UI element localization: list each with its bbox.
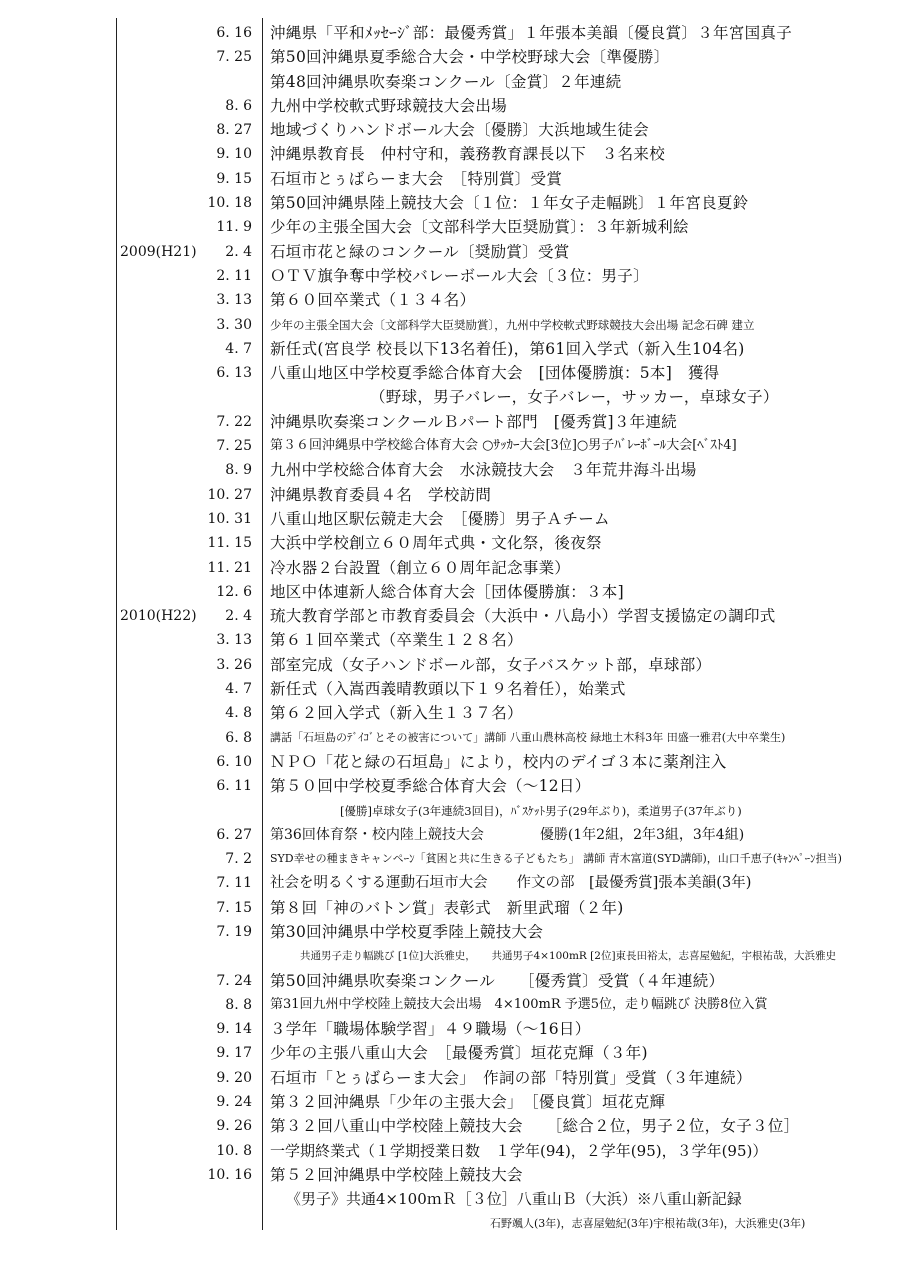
date-label: 7. 19: [216, 923, 252, 940]
list-item: [0, 1017, 904, 1041]
list-item: [0, 45, 904, 69]
list-item: [0, 1041, 904, 1065]
event-text: 一学期終業式（１学期授業日数 １学年(94)，２学年(95)，３学年(95)）: [270, 1141, 768, 1160]
list-item: [0, 410, 904, 434]
date-label: 10. 27: [207, 486, 252, 503]
date-label: 8. 8: [225, 996, 252, 1013]
list-item: [0, 264, 904, 288]
list-item-continuation: [0, 944, 904, 968]
date-label: 9. 26: [216, 1118, 252, 1135]
list-item: [0, 434, 904, 458]
event-text: 第６０回卒業式（１３４名）: [270, 291, 476, 310]
date-label: 11. 21: [207, 559, 252, 576]
event-text: 第50回沖縄県夏季総合大会・中学校野球大会〔準優勝〕: [270, 48, 670, 67]
event-text: [優勝]卓球女子(3年連続3回目)，ﾊﾞｽｹｯﾄ男子(29年ぶり)，柔道男子(37年ぶり): [340, 803, 742, 818]
event-text: SYD幸せの種まきキャンペｰﾝ「貧困と共に生きる子どもたち」 講師 青木富道(SYD講師)，山口千恵子(ｷｬﾝﾍﾟｰﾝ担当): [270, 852, 842, 866]
event-text: 共通男子走り幅跳び [1位]大浜雅史， 共通男子4×100mR [2位]東長田裕太，志喜屋勉紀，宇根祐哉，大浜雅史: [300, 950, 837, 963]
event-text: 八重山地区中学校夏季総合体育大会 [団体優勝旗：5本] 獲得: [270, 364, 720, 383]
date-label: 6. 10: [216, 753, 252, 770]
list-item: [0, 483, 904, 507]
date-label: 7. 11: [216, 875, 252, 892]
date-label: 9. 20: [216, 1069, 252, 1086]
list-item: [0, 458, 904, 482]
date-label: 11. 15: [207, 535, 252, 552]
event-text: 第５０回中学校夏季総合体育大会（～12日）: [270, 777, 591, 796]
list-item: [0, 726, 904, 750]
date-label: 9. 17: [216, 1045, 252, 1062]
list-item: [0, 969, 904, 993]
date-label: 4. 8: [225, 705, 252, 722]
list-item: [0, 21, 904, 45]
event-text: 第48回沖縄県吹奏楽コンクール〔金賞〕２年連続: [270, 72, 622, 91]
list-item-continuation: [0, 1212, 904, 1236]
date-label: 3. 30: [216, 316, 252, 333]
chronology-list: [0, 21, 904, 1236]
date-label: 4. 7: [225, 681, 252, 698]
list-item: [0, 94, 904, 118]
date-label: 10. 18: [207, 195, 252, 212]
date-label: 6. 16: [216, 25, 252, 41]
event-text: 第５２回沖縄県中学校陸上競技大会: [270, 1165, 523, 1184]
event-text: 第31回九州中学校陸上競技大会出場 4×100mR 予選5位，走り幅跳び 決勝8位入賞: [270, 996, 768, 1012]
event-text: 石垣市「とぅばらーま大会」 作詞の部「特別賞」受賞（３年連続）: [270, 1068, 752, 1087]
list-item: [0, 191, 904, 215]
event-text: 新任式（入嵩西義晴教頭以下１９名着任），始業式: [270, 680, 626, 699]
list-item-continuation: [0, 1187, 904, 1211]
date-label: 9. 15: [216, 170, 252, 187]
event-text: （野球，男子バレー，女子バレー，サッカー，卓球女子）: [370, 388, 779, 407]
list-item: [0, 313, 904, 337]
list-item: [0, 604, 904, 628]
list-item: [0, 1114, 904, 1138]
event-text: 地域づくりハンドボール大会〔優勝〕大浜地域生徒会: [270, 121, 649, 140]
event-text: 新任式(宮良学 校長以下13名着任)，第61回入学式（新入生104名): [270, 339, 745, 358]
list-item: [0, 823, 904, 847]
date-label: 3. 26: [216, 656, 252, 673]
list-item: [0, 1090, 904, 1114]
date-label: 8. 6: [225, 97, 252, 114]
list-item: [0, 653, 904, 677]
list-item: [0, 556, 904, 580]
list-item: [0, 920, 904, 944]
list-item: [0, 531, 904, 555]
date-label: 2. 4: [225, 243, 252, 260]
date-label: 2. 11: [216, 267, 252, 284]
date-label: 9. 10: [216, 146, 252, 163]
year-label: 2009(H21): [120, 243, 197, 260]
event-text: 第６１回卒業式（卒業生１２８名）: [270, 631, 523, 650]
date-label: 8. 27: [216, 122, 252, 139]
event-text: 八重山地区駅伝競走大会 ［優勝〕男子Ａチーム: [270, 509, 610, 528]
date-label: 10. 16: [207, 1166, 252, 1183]
list-item-continuation: [0, 385, 904, 409]
date-label: 7. 15: [216, 899, 252, 916]
date-label: 11. 9: [216, 219, 252, 236]
date-label: 6. 11: [216, 778, 252, 795]
event-text: 第３２回沖縄県「少年の主張大会」 ［優良賞〕垣花克輝: [270, 1093, 666, 1112]
list-item-continuation: [0, 799, 904, 823]
event-text: 第３６回沖縄県中学校総合体育大会 ○ｻｯｶｰ大会[3位]○男子ﾊﾞﾚｰﾎﾞｰﾙ大会[ﾍﾞｽﾄ4]: [270, 438, 737, 454]
event-text: 九州中学校総合体育大会 水泳競技大会 ３年荒井海斗出場: [270, 461, 697, 480]
list-item: [0, 847, 904, 871]
event-text: 第３２回八重山中学校陸上競技大会 ［総合２位，男子２位，女子３位］: [270, 1117, 800, 1136]
event-text: 部室完成（女子ハンドボール部，女子バスケット部，卓球部）: [270, 655, 712, 674]
list-item: [0, 677, 904, 701]
event-text: 少年の主張八重山大会 ［最優秀賞〕垣花克輝（３年): [270, 1044, 648, 1063]
event-text: 地区中体連新人総合体育大会［団体優勝旗：３本]: [270, 582, 624, 601]
event-text: 少年の主張全国大会〔文部科学大臣奨励賞〕，九州中学校軟式野球競技大会出場 記念石碑 建立: [270, 317, 755, 332]
event-text: 第30回沖縄県中学校夏季陸上競技大会: [270, 922, 544, 941]
list-item: [0, 1163, 904, 1187]
year-label: 2010(H22): [120, 608, 197, 625]
list-item: [0, 288, 904, 312]
date-label: 10. 8: [216, 1142, 252, 1159]
list-item: [0, 70, 904, 94]
date-label: 10. 31: [207, 510, 252, 527]
event-text: 冷水器２台設置（創立６０周年記念事業）: [270, 558, 571, 577]
event-text: 沖縄県教育委員４名 学校訪問: [270, 485, 492, 504]
list-item: [0, 142, 904, 166]
event-text: 少年の主張全国大会〔文部科学大臣奨励賞〕：３年新城利絵: [270, 218, 689, 237]
event-text: 第36回体育祭・校内陸上競技大会 優勝(1年2組，2年3組，3年4組): [270, 826, 745, 843]
list-item: [0, 215, 904, 239]
date-label: 7. 2: [225, 851, 252, 868]
event-text: 社会を明るくする運動石垣市大会 作文の部 [最優秀賞]張本美韻(3年): [270, 875, 752, 892]
event-text: 沖縄県教育長 仲村守和，義務教育課長以下 ３名来校: [270, 145, 666, 164]
event-text: 第50回沖縄県吹奏楽コンクール ［優秀賞〕受賞（４年連続）: [270, 971, 725, 990]
list-item: [0, 337, 904, 361]
list-item: [0, 167, 904, 191]
list-item: [0, 628, 904, 652]
event-text: 《男子》共通4×100ｍＲ［３位］八重山Ｂ（大浜）※八重山新記録: [286, 1190, 742, 1209]
list-item: [0, 701, 904, 725]
date-label: 6. 8: [225, 729, 252, 746]
event-text: ３学年「職場体験学習」４９職場（～16日）: [270, 1020, 591, 1039]
list-item: [0, 896, 904, 920]
date-label: 7. 25: [216, 49, 252, 66]
date-label: 3. 13: [216, 292, 252, 309]
list-item: [0, 580, 904, 604]
date-label: 2. 4: [225, 608, 252, 625]
event-text: 大浜中学校創立６０周年式典・文化祭，後夜祭: [270, 534, 602, 553]
list-item: [0, 1066, 904, 1090]
list-item: [0, 361, 904, 385]
list-item: [0, 993, 904, 1017]
date-label: 6. 13: [216, 365, 252, 382]
date-label: 3. 13: [216, 632, 252, 649]
event-text: ＯＴＶ旗争奪中学校バレーボール大会〔３位：男子〕: [270, 266, 649, 285]
list-item: [0, 507, 904, 531]
event-text: 講話「石垣島のﾃﾞｲｺﾞとその被害について」講師 八重山農林高校 緑地土木科3年 田盛一雅君(大中卒業生): [270, 730, 786, 744]
date-label: 7. 25: [216, 438, 252, 455]
date-label: 6. 27: [216, 826, 252, 843]
date-label: 9. 24: [216, 1094, 252, 1111]
list-item: [0, 750, 904, 774]
list-item: [0, 1139, 904, 1163]
event-text: 第６２回入学式（新入生１３７名）: [270, 704, 523, 723]
list-item: [0, 871, 904, 895]
event-text: 琉大教育学部と市教育委員会（大浜中・八島小）学習支援協定の調印式: [270, 607, 776, 626]
date-label: 8. 9: [225, 462, 252, 479]
event-text: 沖縄県吹奏楽コンクールＢパート部門 [優秀賞]３年連続: [270, 412, 678, 431]
list-item: [0, 118, 904, 142]
list-item: [0, 774, 904, 798]
event-text: 第８回「神のバトン賞」表彰式 新里武瑠（２年): [270, 898, 624, 917]
event-text: 石垣市花と緑のコンクール〔奨励賞〕受賞: [270, 242, 570, 261]
event-text: 九州中学校軟式野球競技大会出場: [270, 96, 508, 115]
date-label: 9. 14: [216, 1021, 252, 1038]
event-text: 沖縄県「平和ﾒｯｾｰｼﾞ部：最優秀賞」１年張本美韻〔優良賞〕３年宮国真子: [270, 24, 793, 42]
date-label: 7. 24: [216, 972, 252, 989]
event-text: ＮＰＯ「花と緑の石垣島」により，校内のデイゴ３本に薬剤注入: [270, 752, 727, 771]
event-text: 石垣市とぅばらーま大会 ［特別賞〕受賞: [270, 169, 563, 188]
event-text: 石野颯人(3年)，志喜屋勉紀(3年)宇根祐哉(3年)，大浜雅史(3年): [490, 1216, 806, 1230]
date-label: 4. 7: [225, 340, 252, 357]
date-label: 7. 22: [216, 413, 252, 430]
list-item: [0, 240, 904, 264]
event-text: 第50回沖縄県陸上競技大会〔１位：１年女子走幅跳〕１年宮良夏鈴: [270, 194, 749, 213]
date-label: 12. 6: [216, 583, 252, 600]
